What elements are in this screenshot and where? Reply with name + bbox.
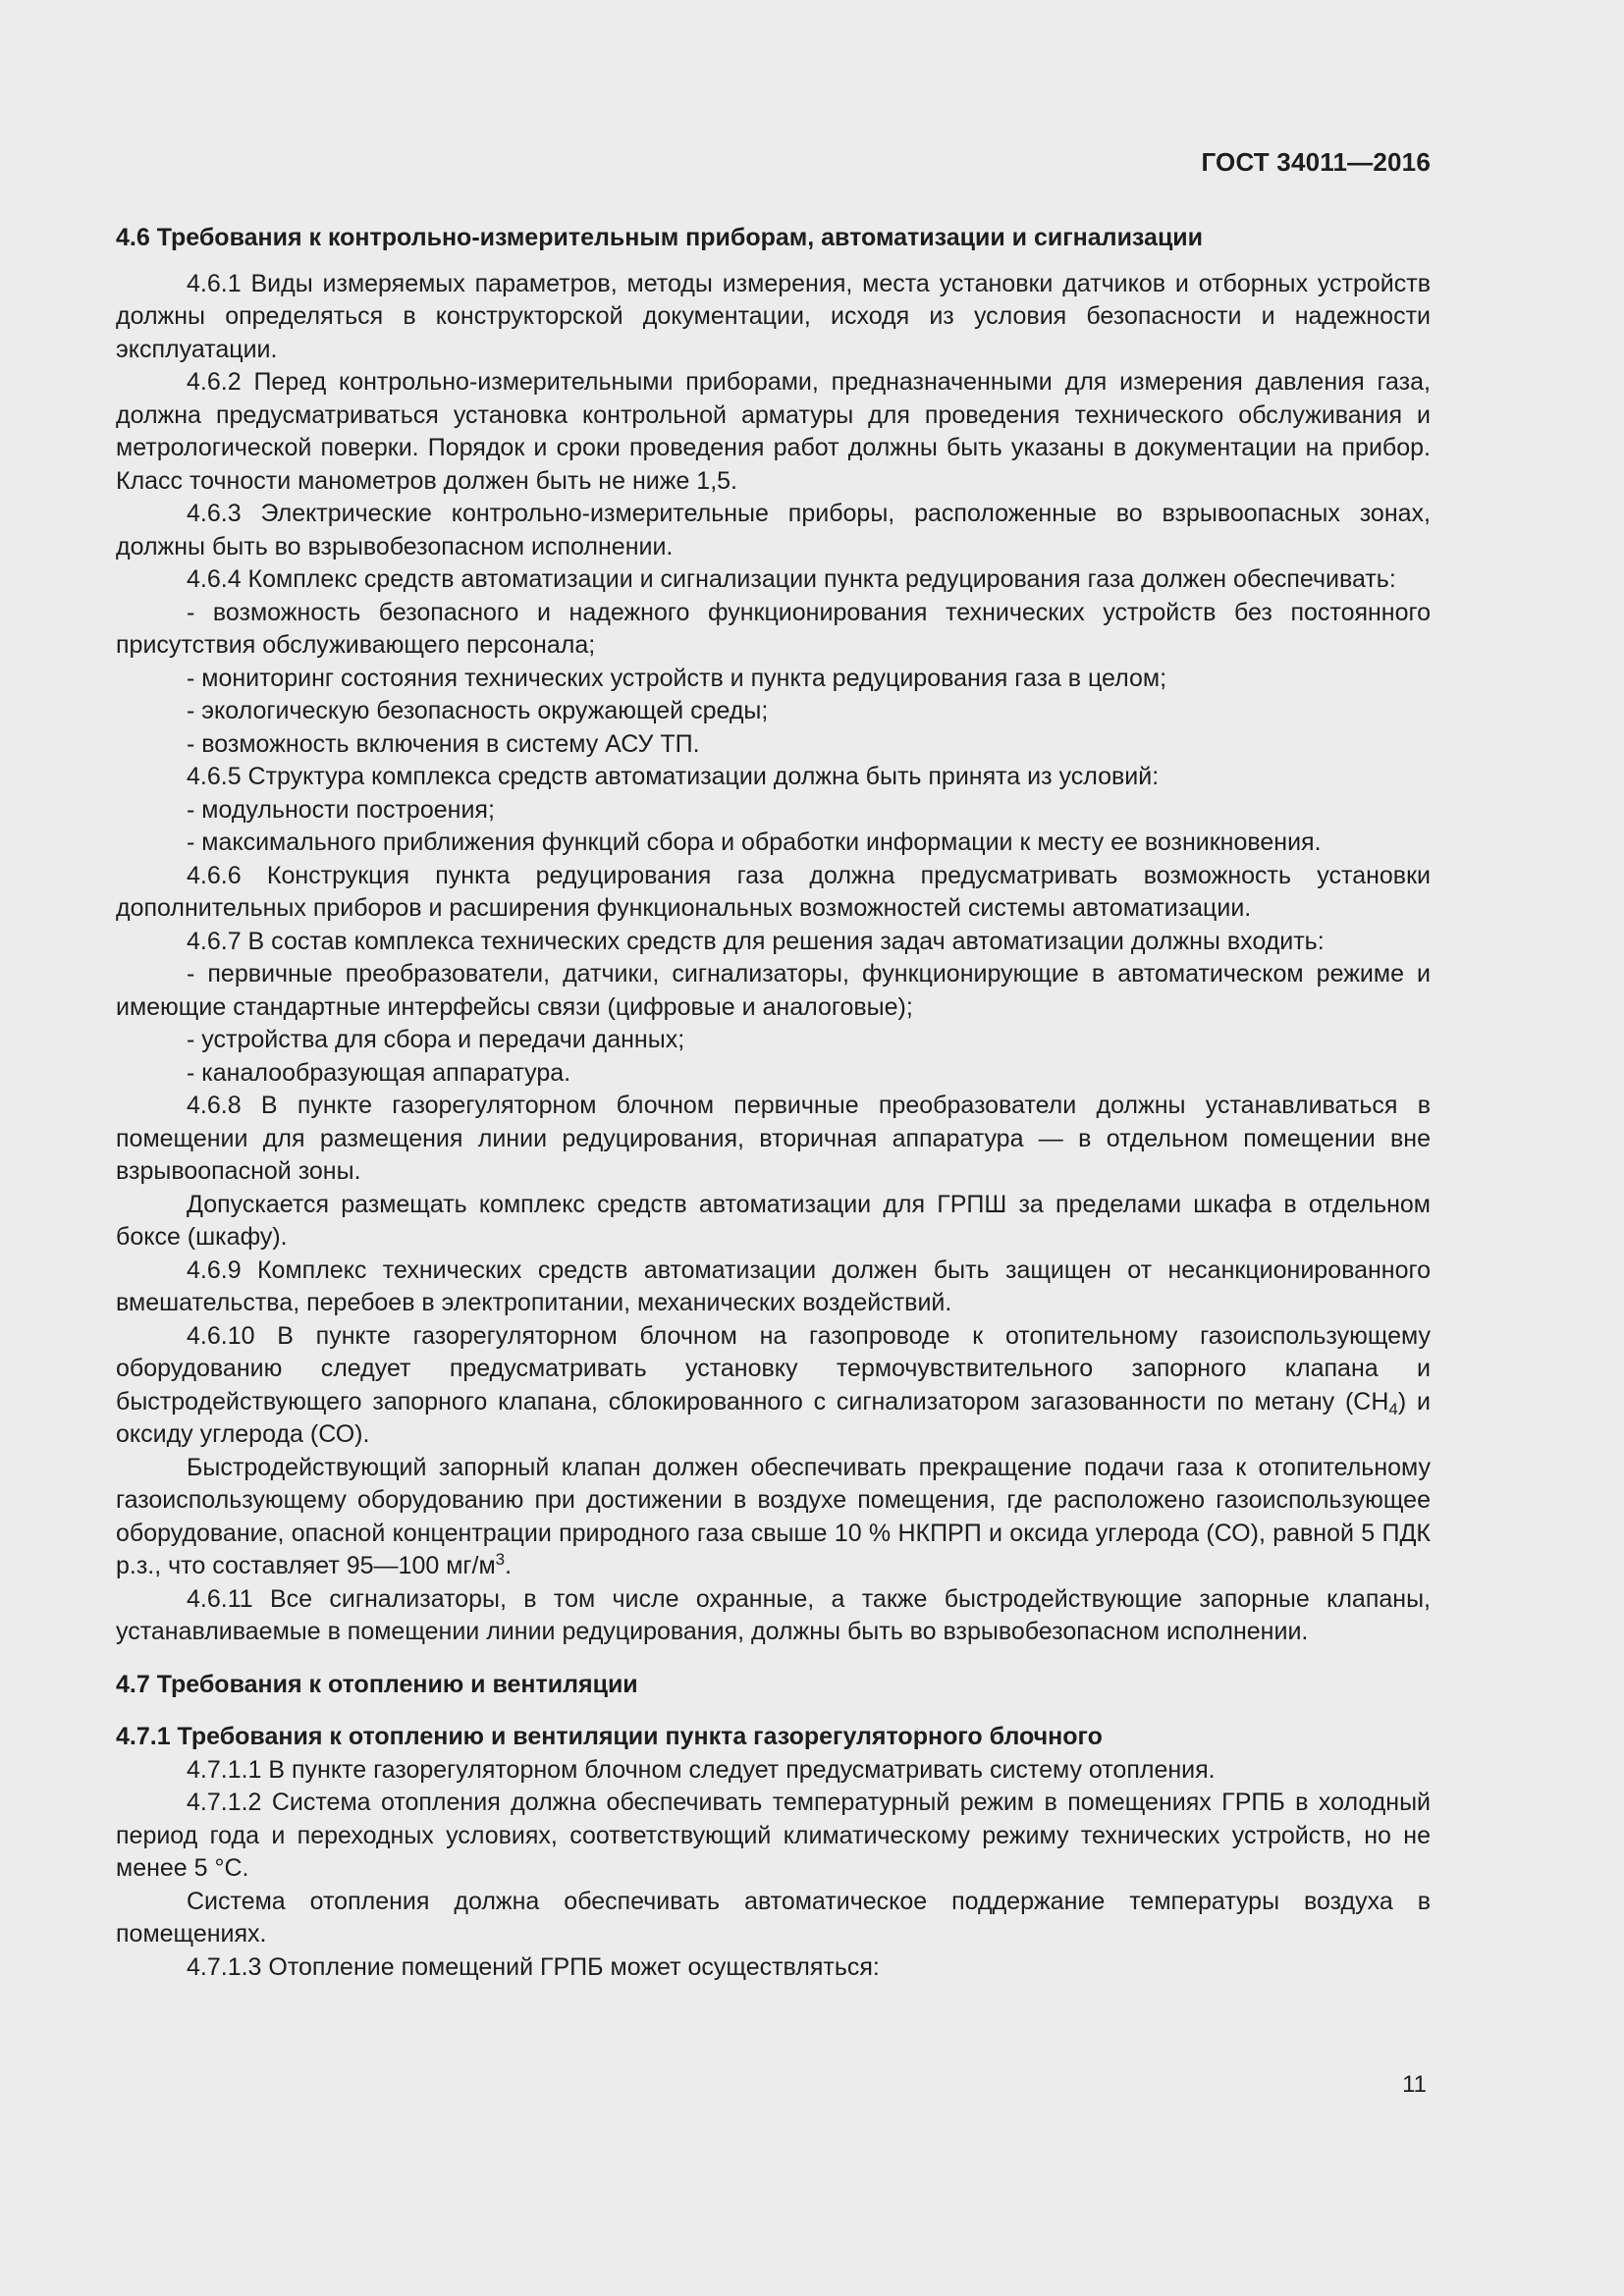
document-id: ГОСТ 34011—2016	[1201, 147, 1431, 177]
section-heading-4-6: 4.6 Требования к контрольно-измерительным приборам, автоматизации и сигнализации	[116, 224, 1204, 251]
subscript: 4	[1388, 1399, 1398, 1418]
subsection-heading-4-7-1: 4.7.1 Требования к отоплению и вентиляции пункта газорегуляторного блочного	[116, 1723, 1103, 1750]
document-body	[116, 222, 1431, 1984]
paragraph-4-6-9: 4.6.9 Комплекс технических средств автоматизации должен быть защищен от несанкционированного вмешательства, перебоев в электропитании, механических воздействий.	[116, 1255, 1431, 1316]
list-item: - максимального приближения функций сбора и обработки информации к месту ее возникновения.	[187, 828, 1322, 856]
paragraph-4-6-10-note	[116, 1452, 1431, 1583]
paragraph-4-6-3: 4.6.3 Электрические контрольно-измерительные приборы, расположенные во взрывоопасных зонах, должны быть во взрывобезопасном исполнении.	[116, 500, 1431, 561]
paragraph-4-7-1-3: 4.7.1.3 Отопление помещений ГРПБ может осуществляться:	[187, 1952, 880, 1981]
paragraph-4-6-7: 4.6.7 В состав комплекса технических средств для решения задач автоматизации должны входить:	[187, 927, 1325, 955]
paragraph-4-7-1-2-note: Система отопления должна обеспечивать автоматическое поддержание температуры воздуха в помещениях.	[116, 1887, 1431, 1948]
paragraph-text: 4.6.10 В пункте газорегуляторном блочном на газопроводе к отопительному газоиспользующему оборудованию следует предусматривать установку термочувствительного запорного клапана и быстродействующего запорного клапана, сблокированного с сигнализатором загазованности по метану (CH	[116, 1321, 1431, 1415]
list-item: - каналообразующая аппаратура.	[187, 1058, 571, 1087]
paragraph-4-6-6: 4.6.6 Конструкция пункта редуцирования газа должна предусматривать возможность установки дополнительных приборов и расширения функциональных возможностей системы автоматизации.	[116, 861, 1431, 922]
list-item: - модульности построения;	[187, 795, 495, 824]
paragraph-4-6-8: 4.6.8 В пункте газорегуляторном блочном первичные преобразователи должны устанавливаться в помещении для размещения линии редуцирования, вторичная аппаратура — в отдельном помещении вне взрывоопасной зоны.	[116, 1092, 1431, 1185]
list-item: - мониторинг состояния технических устройств и пункта редуцирования газа в целом;	[187, 664, 1167, 692]
page-number: 11	[1402, 2071, 1427, 2098]
list-item: - экологическую безопасность окружающей среды;	[187, 697, 769, 724]
paragraph-4-7-1-1: 4.7.1.1 В пункте газорегуляторном блочном следует предусматривать систему отопления.	[187, 1755, 1216, 1784]
list-item: - первичные преобразователи, датчики, сигнализаторы, функционирующие в автоматическом режиме и имеющие стандартные интерфейсы связи (цифровые и аналоговые);	[116, 960, 1431, 1021]
paragraph-4-6-1: 4.6.1 Виды измеряемых параметров, методы измерения, места установки датчиков и отборных устройств должны определяться в конструкторской документации, исходя из условия безопасности и надежности эксплуатации.	[116, 269, 1431, 363]
paragraph-4-6-2: 4.6.2 Перед контрольно-измерительными приборами, предназначенными для измерения давления газа, должна предусматриваться установка контрольной арматуры для проведения технического обслуживания и метрологической поверки. Порядок и сроки проведения работ должны быть указаны в документации на прибор. Класс точности манометров должен быть не ниже 1,5.	[116, 368, 1431, 495]
list-item: - возможность безопасного и надежного функционирования технических устройств без постоянного присутствия обслуживающего персонала;	[116, 598, 1431, 659]
paragraph-4-7-1-2: 4.7.1.2 Система отопления должна обеспечивать температурный режим в помещениях ГРПБ в холодный период года и переходных условиях, соответствующий климатическому режиму технических устройств, но не менее 5 °С.	[116, 1789, 1431, 1882]
superscript: 3	[495, 1550, 506, 1569]
paragraph-4-6-4: 4.6.4 Комплекс средств автоматизации и сигнализации пункта редуцирования газа должен обеспечивать:	[187, 565, 1396, 593]
paragraph-4-6-10	[116, 1320, 1431, 1452]
paragraph-text: .	[505, 1552, 513, 1579]
paragraph-text: ) и оксиду углерода (СО).	[116, 1387, 1431, 1448]
paragraph-4-6-11: 4.6.11 Все сигнализаторы, в том числе охранные, а также быстродействующие запорные клапаны, устанавливаемые в помещении линии редуцирования, должны быть во взрывобезопасном исполнении.	[116, 1584, 1431, 1645]
list-item: - возможность включения в систему АСУ ТП.	[187, 729, 700, 758]
section-heading-4-7: 4.7 Требования к отоплению и вентиляции	[116, 1670, 638, 1698]
paragraph-4-6-5: 4.6.5 Структура комплекса средств автоматизации должна быть принята из условий:	[187, 763, 1160, 790]
paragraph-4-6-8-note: Допускается размещать комплекс средств автоматизации для ГРПШ за пределами шкафа в отдельном боксе (шкафу).	[116, 1190, 1431, 1251]
paragraph-text: Быстродействующий запорный клапан должен обеспечивать прекращение подачи газа к отопительному газоиспользующему оборудованию при достижении в воздухе помещения, где расположено газоиспользующее оборудование, опасной концентрации природного газа свыше 10 % НКПРП и оксида углерода (СО), равной 5 ПДК р.з., что составляет 95—100 мг/м	[116, 1453, 1431, 1579]
list-item: - устройства для сбора и передачи данных;	[187, 1026, 685, 1053]
